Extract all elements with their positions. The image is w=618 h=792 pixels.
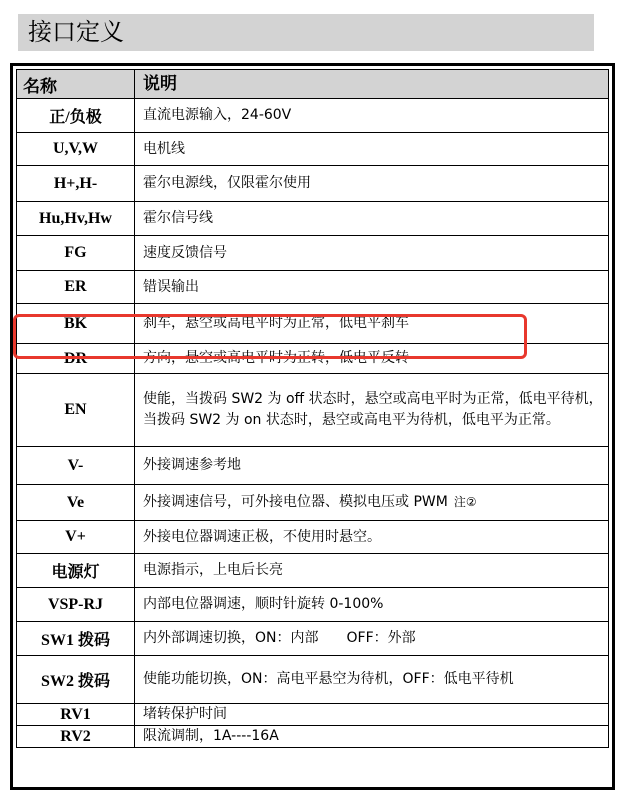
table-row	[17, 271, 609, 304]
row-desc-text: 刹车，悬空或高电平时为正常，低电平刹车	[143, 315, 409, 331]
row-desc-text: 霍尔信号线	[143, 210, 213, 226]
row-desc-text: 限流调制，1A----16A	[143, 728, 279, 744]
row-name-cell: VSP-RJ	[17, 588, 135, 622]
row-desc-cell	[135, 236, 609, 271]
row-name-cell: 正/负极	[17, 99, 135, 133]
header-desc-cell: 说明	[135, 70, 609, 99]
row-desc-text: 外接调速参考地	[143, 457, 241, 473]
row-name-cell: 电源灯	[17, 554, 135, 588]
row-name-cell: Ve	[17, 485, 135, 521]
row-desc-cell	[135, 704, 609, 726]
row-desc-text: 外接电位器调速正极，不使用时悬空。	[143, 528, 381, 545]
row-name-cell: RV1	[17, 704, 135, 726]
table-row	[17, 485, 609, 521]
row-desc-cell	[135, 133, 609, 166]
row-name-cell: EN	[17, 374, 135, 447]
row-desc-cell	[135, 622, 609, 656]
row-name-cell: BK	[17, 304, 135, 344]
row-desc-cell	[135, 166, 609, 202]
interface-table	[16, 69, 609, 748]
row-desc-text: 使能，当拨码 SW2 为 off 状态时，悬空或高电平时为正常，低电平待机，当拨码 SW2 为 on 状态时，悬空或高电平为待机，低电平为正常。	[143, 391, 603, 428]
row-desc-cell	[135, 99, 609, 133]
row-desc-text: 使能功能切换，ON：高电平悬空为待机，OFF：低电平待机	[143, 671, 514, 687]
row-note: 注②	[453, 495, 477, 509]
row-desc-text: 速度反馈信号	[143, 244, 227, 261]
row-desc-cell	[135, 374, 609, 447]
row-name-cell: FG	[17, 236, 135, 271]
table-row	[17, 202, 609, 236]
row-desc-text: 内部电位器调速，顺时针旋转 0-100%	[143, 596, 384, 612]
table-row	[17, 166, 609, 202]
row-desc-cell	[135, 588, 609, 622]
row-desc-cell	[135, 554, 609, 588]
row-name-cell: ER	[17, 271, 135, 304]
row-desc-cell	[135, 202, 609, 236]
table-row	[17, 554, 609, 588]
table-row	[17, 622, 609, 656]
row-desc-cell	[135, 304, 609, 344]
table-row	[17, 521, 609, 554]
row-desc-cell	[135, 656, 609, 704]
row-name-cell: SW1 拨码	[17, 622, 135, 656]
section-title: 接口定义	[18, 14, 594, 51]
row-desc-cell	[135, 447, 609, 485]
row-desc-cell	[135, 344, 609, 374]
row-name-cell: Hu,Hv,Hw	[17, 202, 135, 236]
table-row	[17, 704, 609, 726]
row-desc-text: 电机线	[143, 140, 185, 157]
table-row	[17, 236, 609, 271]
row-desc-text: 内外部调速切换，ON：内部 OFF：外部	[143, 630, 416, 646]
row-desc-text: 堵转保护时间	[143, 706, 227, 722]
table-row	[17, 133, 609, 166]
table-row	[17, 588, 609, 622]
table-row	[17, 726, 609, 748]
table-row	[17, 99, 609, 133]
table-row	[17, 374, 609, 447]
row-desc-text: 方向，悬空或高电平时为正转，低电平反转	[143, 350, 409, 366]
header-name-cell: 名称	[17, 70, 135, 99]
row-name-cell: SW2 拨码	[17, 656, 135, 704]
row-name-cell: V+	[17, 521, 135, 554]
row-desc-cell	[135, 521, 609, 554]
row-name-cell: U,V,W	[17, 133, 135, 166]
table-row	[17, 447, 609, 485]
interface-table-frame	[10, 63, 615, 790]
row-desc-text: 直流电源输入，24-60V	[143, 107, 292, 123]
row-desc-cell	[135, 485, 609, 521]
row-desc-cell	[135, 726, 609, 748]
table-row	[17, 656, 609, 704]
row-name-cell: DR	[17, 344, 135, 374]
row-name-cell: RV2	[17, 726, 135, 748]
row-name-cell: V-	[17, 447, 135, 485]
row-desc-text: 霍尔电源线，仅限霍尔使用	[143, 175, 311, 191]
row-desc-text: 电源指示，上电后长亮	[143, 562, 283, 578]
row-desc-text: 外接调速信号，可外接电位器、模拟电压或 PWM	[143, 494, 448, 510]
table-header-row	[17, 70, 609, 99]
row-name-cell: H+,H-	[17, 166, 135, 202]
row-desc-text: 错误输出	[143, 278, 199, 295]
row-desc-cell	[135, 271, 609, 304]
table-row	[17, 304, 609, 344]
table-row	[17, 344, 609, 374]
